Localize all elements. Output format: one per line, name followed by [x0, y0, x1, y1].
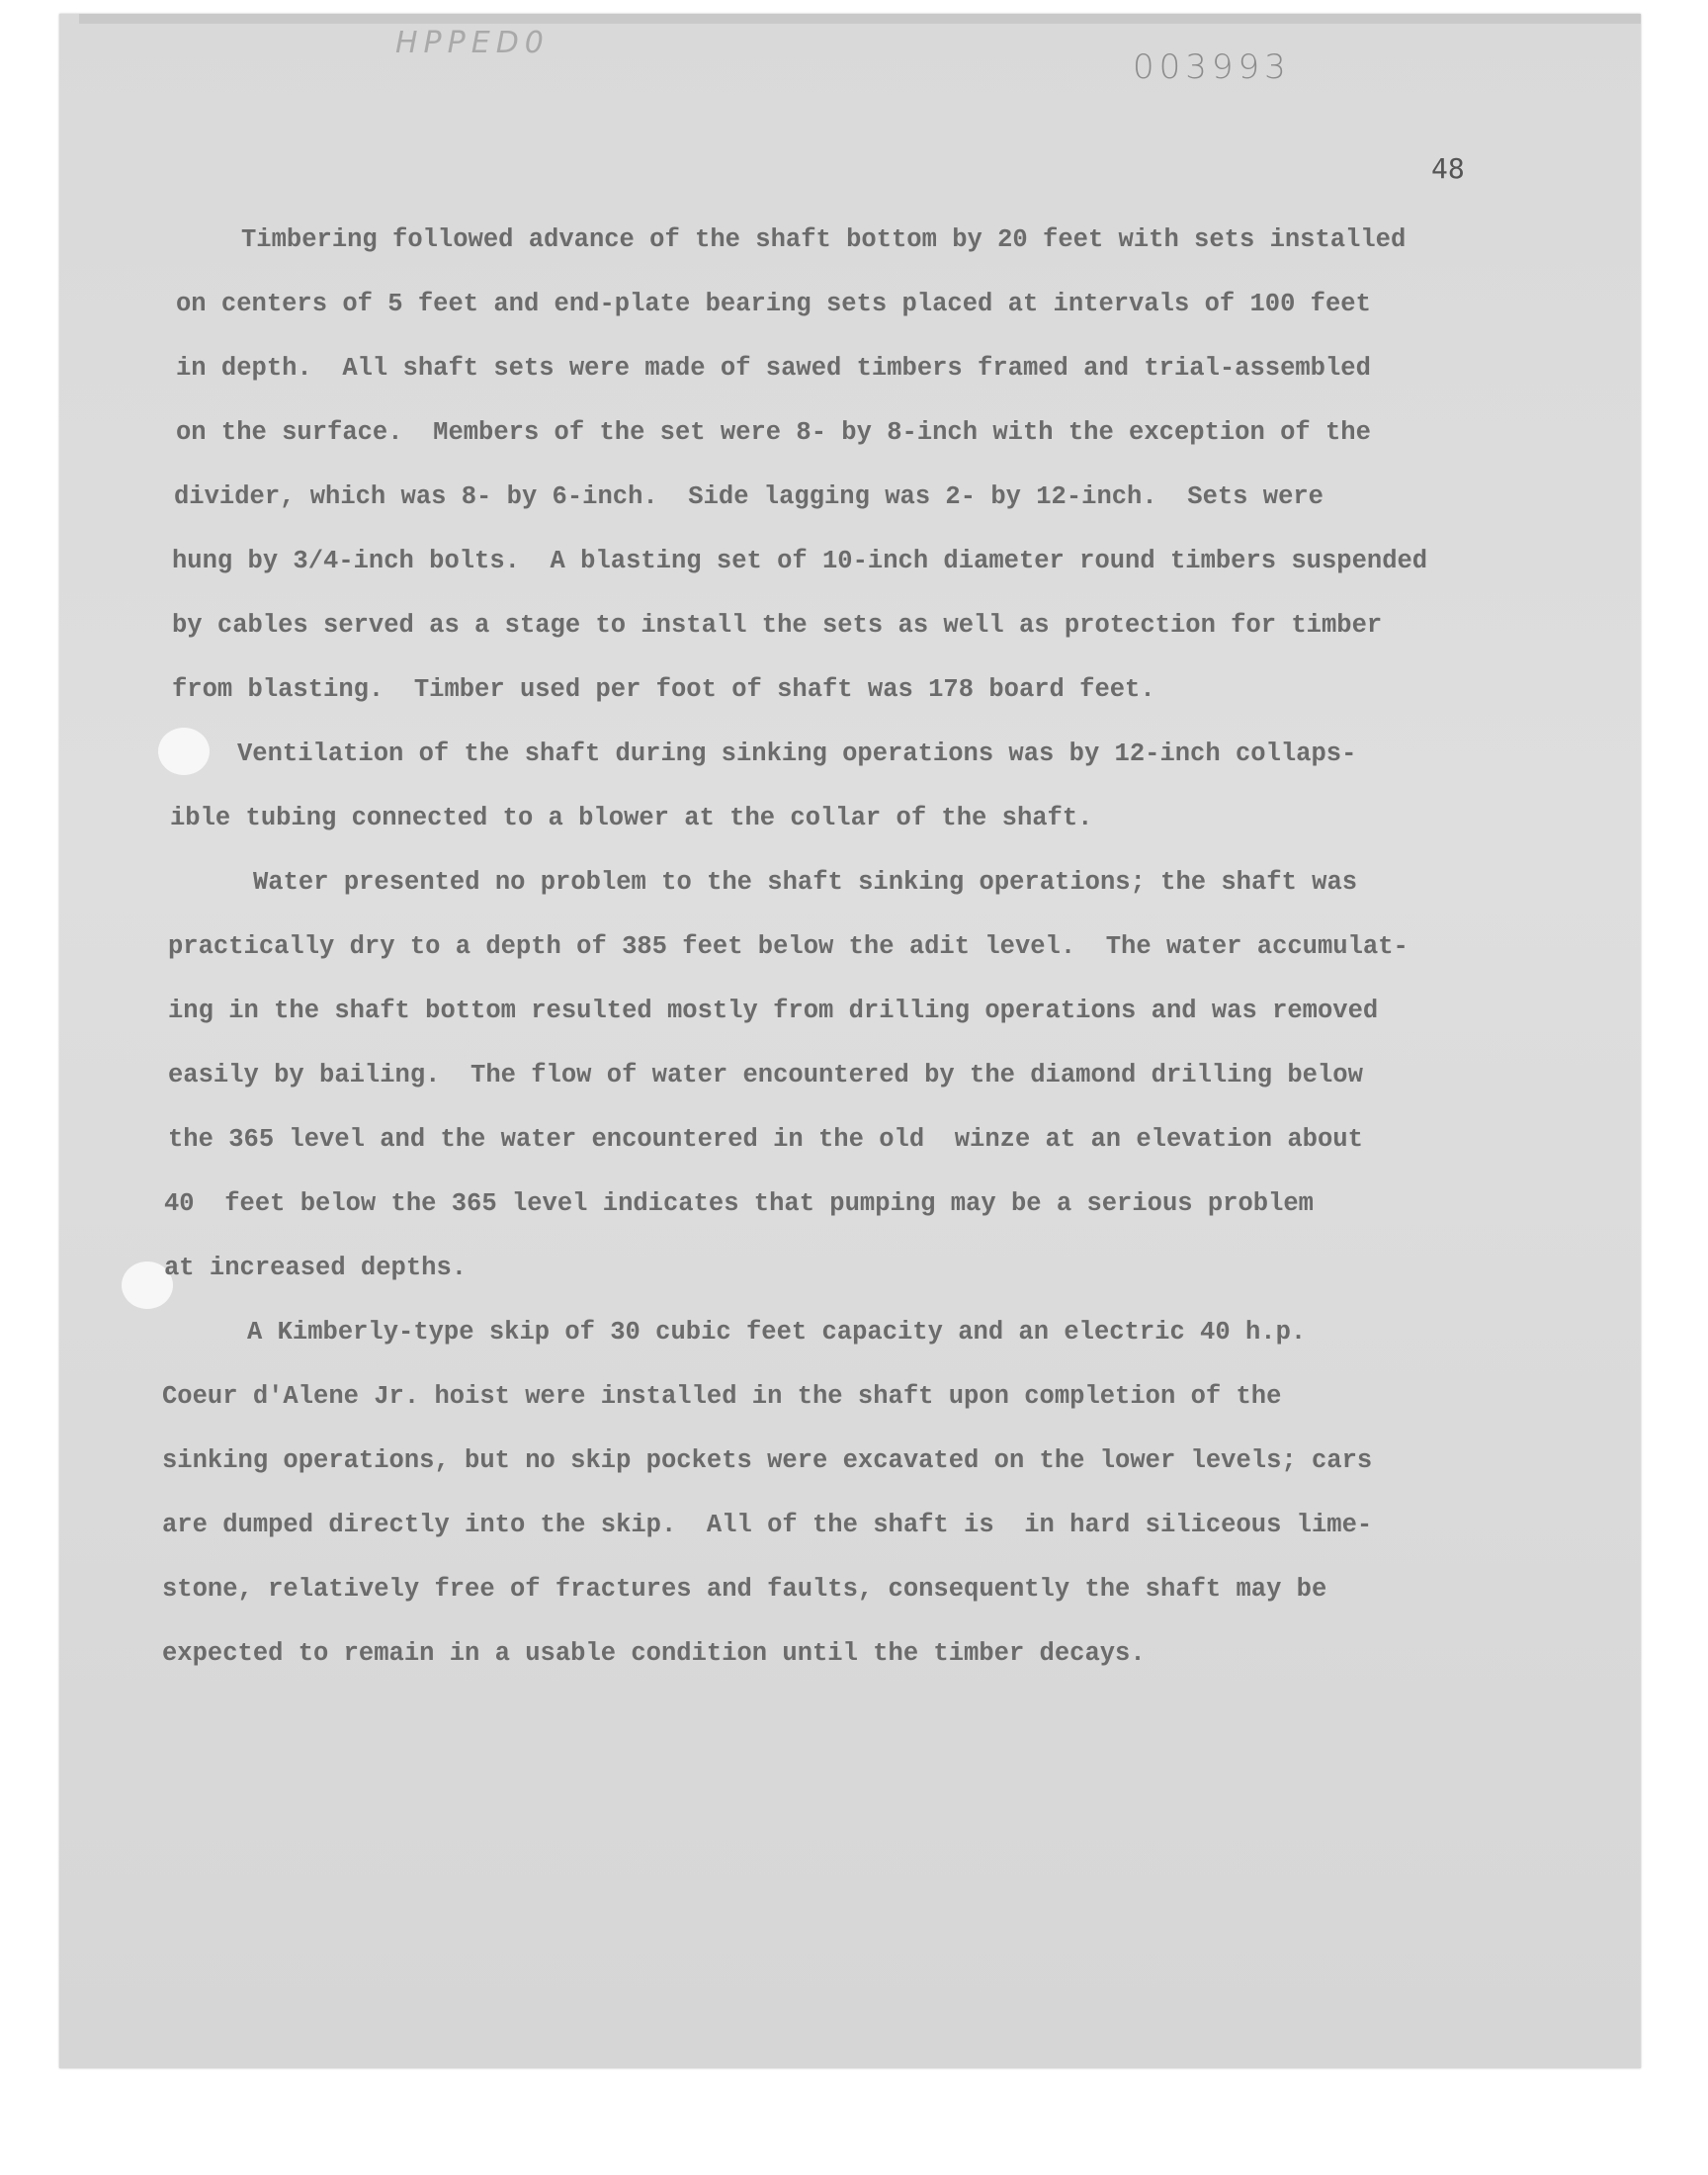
- text-line: Water presented no problem to the shaft sinking operations; the shaft was: [253, 868, 1358, 897]
- text-line: sinking operations, but no skip pockets were excavated on the lower levels; cars: [162, 1446, 1373, 1475]
- text-line: on the surface. Members of the set were 8- by 8-inch with the exception of the: [176, 418, 1371, 447]
- text-line: Coeur d'Alene Jr. hoist were installed in the shaft upon completion of the: [162, 1382, 1282, 1411]
- text-line: in depth. All shaft sets were made of sawed timbers framed and trial-assembled: [176, 354, 1371, 383]
- text-line: A Kimberly-type skip of 30 cubic feet capacity and an electric 40 h.p.: [247, 1318, 1307, 1347]
- document-body: [107, 208, 1550, 1686]
- text-line: easily by bailing. The flow of water encountered by the diamond drilling below: [168, 1061, 1363, 1089]
- handwritten-stamp-left: HPPED0: [395, 26, 550, 60]
- text-line: divider, which was 8- by 6-inch. Side lagging was 2- by 12-inch. Sets were: [174, 482, 1324, 511]
- paragraph-hoist: [107, 1300, 1550, 1686]
- text-line: Ventilation of the shaft during sinking operations was by 12-inch collaps-: [237, 740, 1357, 768]
- text-line: are dumped directly into the skip. All of the shaft is in hard siliceous lime-: [162, 1511, 1373, 1539]
- paragraph-timbering: [107, 208, 1550, 722]
- text-line: from blasting. Timber used per foot of shaft was 178 board feet.: [172, 675, 1155, 704]
- text-line: at increased depths.: [164, 1254, 468, 1282]
- text-line: the 365 level and the water encountered in the old winze at an elevation about: [168, 1125, 1363, 1154]
- page-top-edge: [79, 14, 1641, 24]
- document-number-stamp: 003993: [1133, 47, 1291, 87]
- text-line: Timbering followed advance of the shaft bottom by 20 feet with sets installed: [241, 225, 1407, 254]
- text-line: stone, relatively free of fractures and faults, consequently the shaft may be: [162, 1575, 1327, 1604]
- text-line: ing in the shaft bottom resulted mostly from drilling operations and was removed: [168, 997, 1379, 1025]
- text-line: on centers of 5 feet and end-plate bearing sets placed at intervals of 100 feet: [176, 290, 1371, 318]
- paragraph-ventilation: [107, 722, 1550, 850]
- text-line: ible tubing connected to a blower at the collar of the shaft.: [170, 804, 1093, 832]
- text-line: hung by 3/4-inch bolts. A blasting set of 10-inch diameter round timbers suspended: [172, 547, 1428, 575]
- text-line: 40 feet below the 365 level indicates that pumping may be a serious problem: [164, 1189, 1314, 1218]
- text-line: by cables served as a stage to install the sets as well as protection for timber: [172, 611, 1383, 640]
- text-line: practically dry to a depth of 385 feet below the adit level. The water accumulat-: [168, 932, 1409, 961]
- text-line: expected to remain in a usable condition until the timber decays.: [162, 1639, 1146, 1668]
- page-number: 48: [1431, 152, 1465, 185]
- paragraph-water: [107, 850, 1550, 1300]
